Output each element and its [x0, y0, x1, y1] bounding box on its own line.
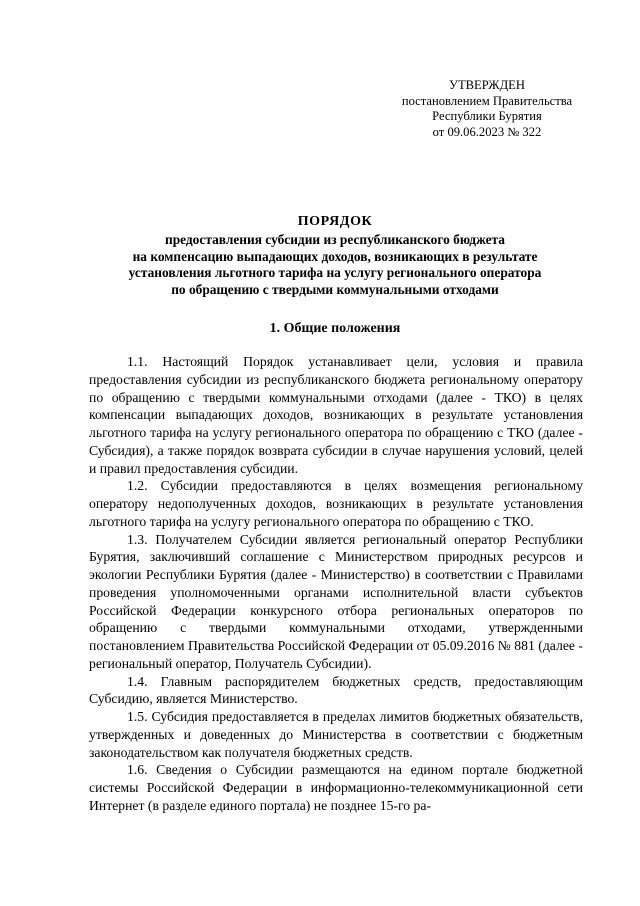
paragraph: 1.5. Субсидия предоставляется в пределах лимитов бюджетных обязательств, утвержденных и доведенных до Министерства в соответствии с бюджетным законодательством как получателя бюджетных средств.	[89, 709, 583, 760]
document-title-main: ПОРЯДОК	[297, 214, 373, 229]
approval-line: Республики Бурятия	[432, 109, 542, 124]
approval-line: постановлением Правительства	[401, 93, 573, 108]
approval-line: от 09.06.2023 № 322	[432, 124, 542, 139]
document-title	[60, 214, 610, 298]
paragraph: 1.3. Получателем Субсидии является региональный оператор Республики Бурятия, заключивший соглашение с Министерством природных ресурсов и экологии Республики Бурятия (далее - Министерство) в соответствии с Правилами проведения уполномоченными органами исполнительной власти субъектов Российской Федерации конкурсного отбора региональных операторов по обращению с твердыми коммунальными отходами, утвержденными постановлением Правительства Российской Федерации от 05.09.2016 № 881 (далее - региональный оператор, Получатель Субсидии).	[89, 531, 583, 671]
document-body	[89, 353, 583, 815]
paragraph: 1.4. Главным распорядителем бюджетных средств, предоставляющим Субсидию, является Министерство.	[89, 673, 583, 707]
document-title-line: на компенсацию выпадающих доходов, возникающих в результате	[132, 248, 538, 264]
document-title-line: установления льготного тарифа на услугу регионального оператора	[128, 265, 542, 281]
document-title-line: по обращению с твердыми коммунальными отходами	[171, 281, 499, 297]
document-title-line: предоставления субсидии из республиканского бюджета	[164, 232, 505, 248]
paragraph: 1.2. Субсидии предоставляются в целях возмещения региональному оператору недополученных доходов, возникающих в результате установления льготного тарифа на услугу регионального оператора по обращению с ТКО.	[89, 478, 583, 529]
paragraph: 1.6. Сведения о Субсидии размещаются на едином портале бюджетной системы Российской Федерации в информационно-телекоммуникационной сети Интернет (в разделе единого портала) не позднее 15-го ра-	[89, 762, 583, 813]
approval-line: УТВЕРЖДЕН	[449, 78, 525, 92]
paragraph: 1.1. Настоящий Порядок устанавливает цели, условия и правила предоставления субсидии из республиканского бюджета региональному оператору по обращению с твердыми коммунальными отходами (далее - ТКО) в целях компенсации выпадающих доходов, возникающих в результате установления льготного тарифа на услугу регионального оператора по обращению с ТКО (далее - Субсидия), а также порядок возврата субсидии в случае нарушения условий, целей и правил предоставления субсидии.	[89, 354, 583, 476]
section-heading: 1. Общие положения	[269, 321, 401, 336]
approval-stamp	[392, 78, 582, 140]
